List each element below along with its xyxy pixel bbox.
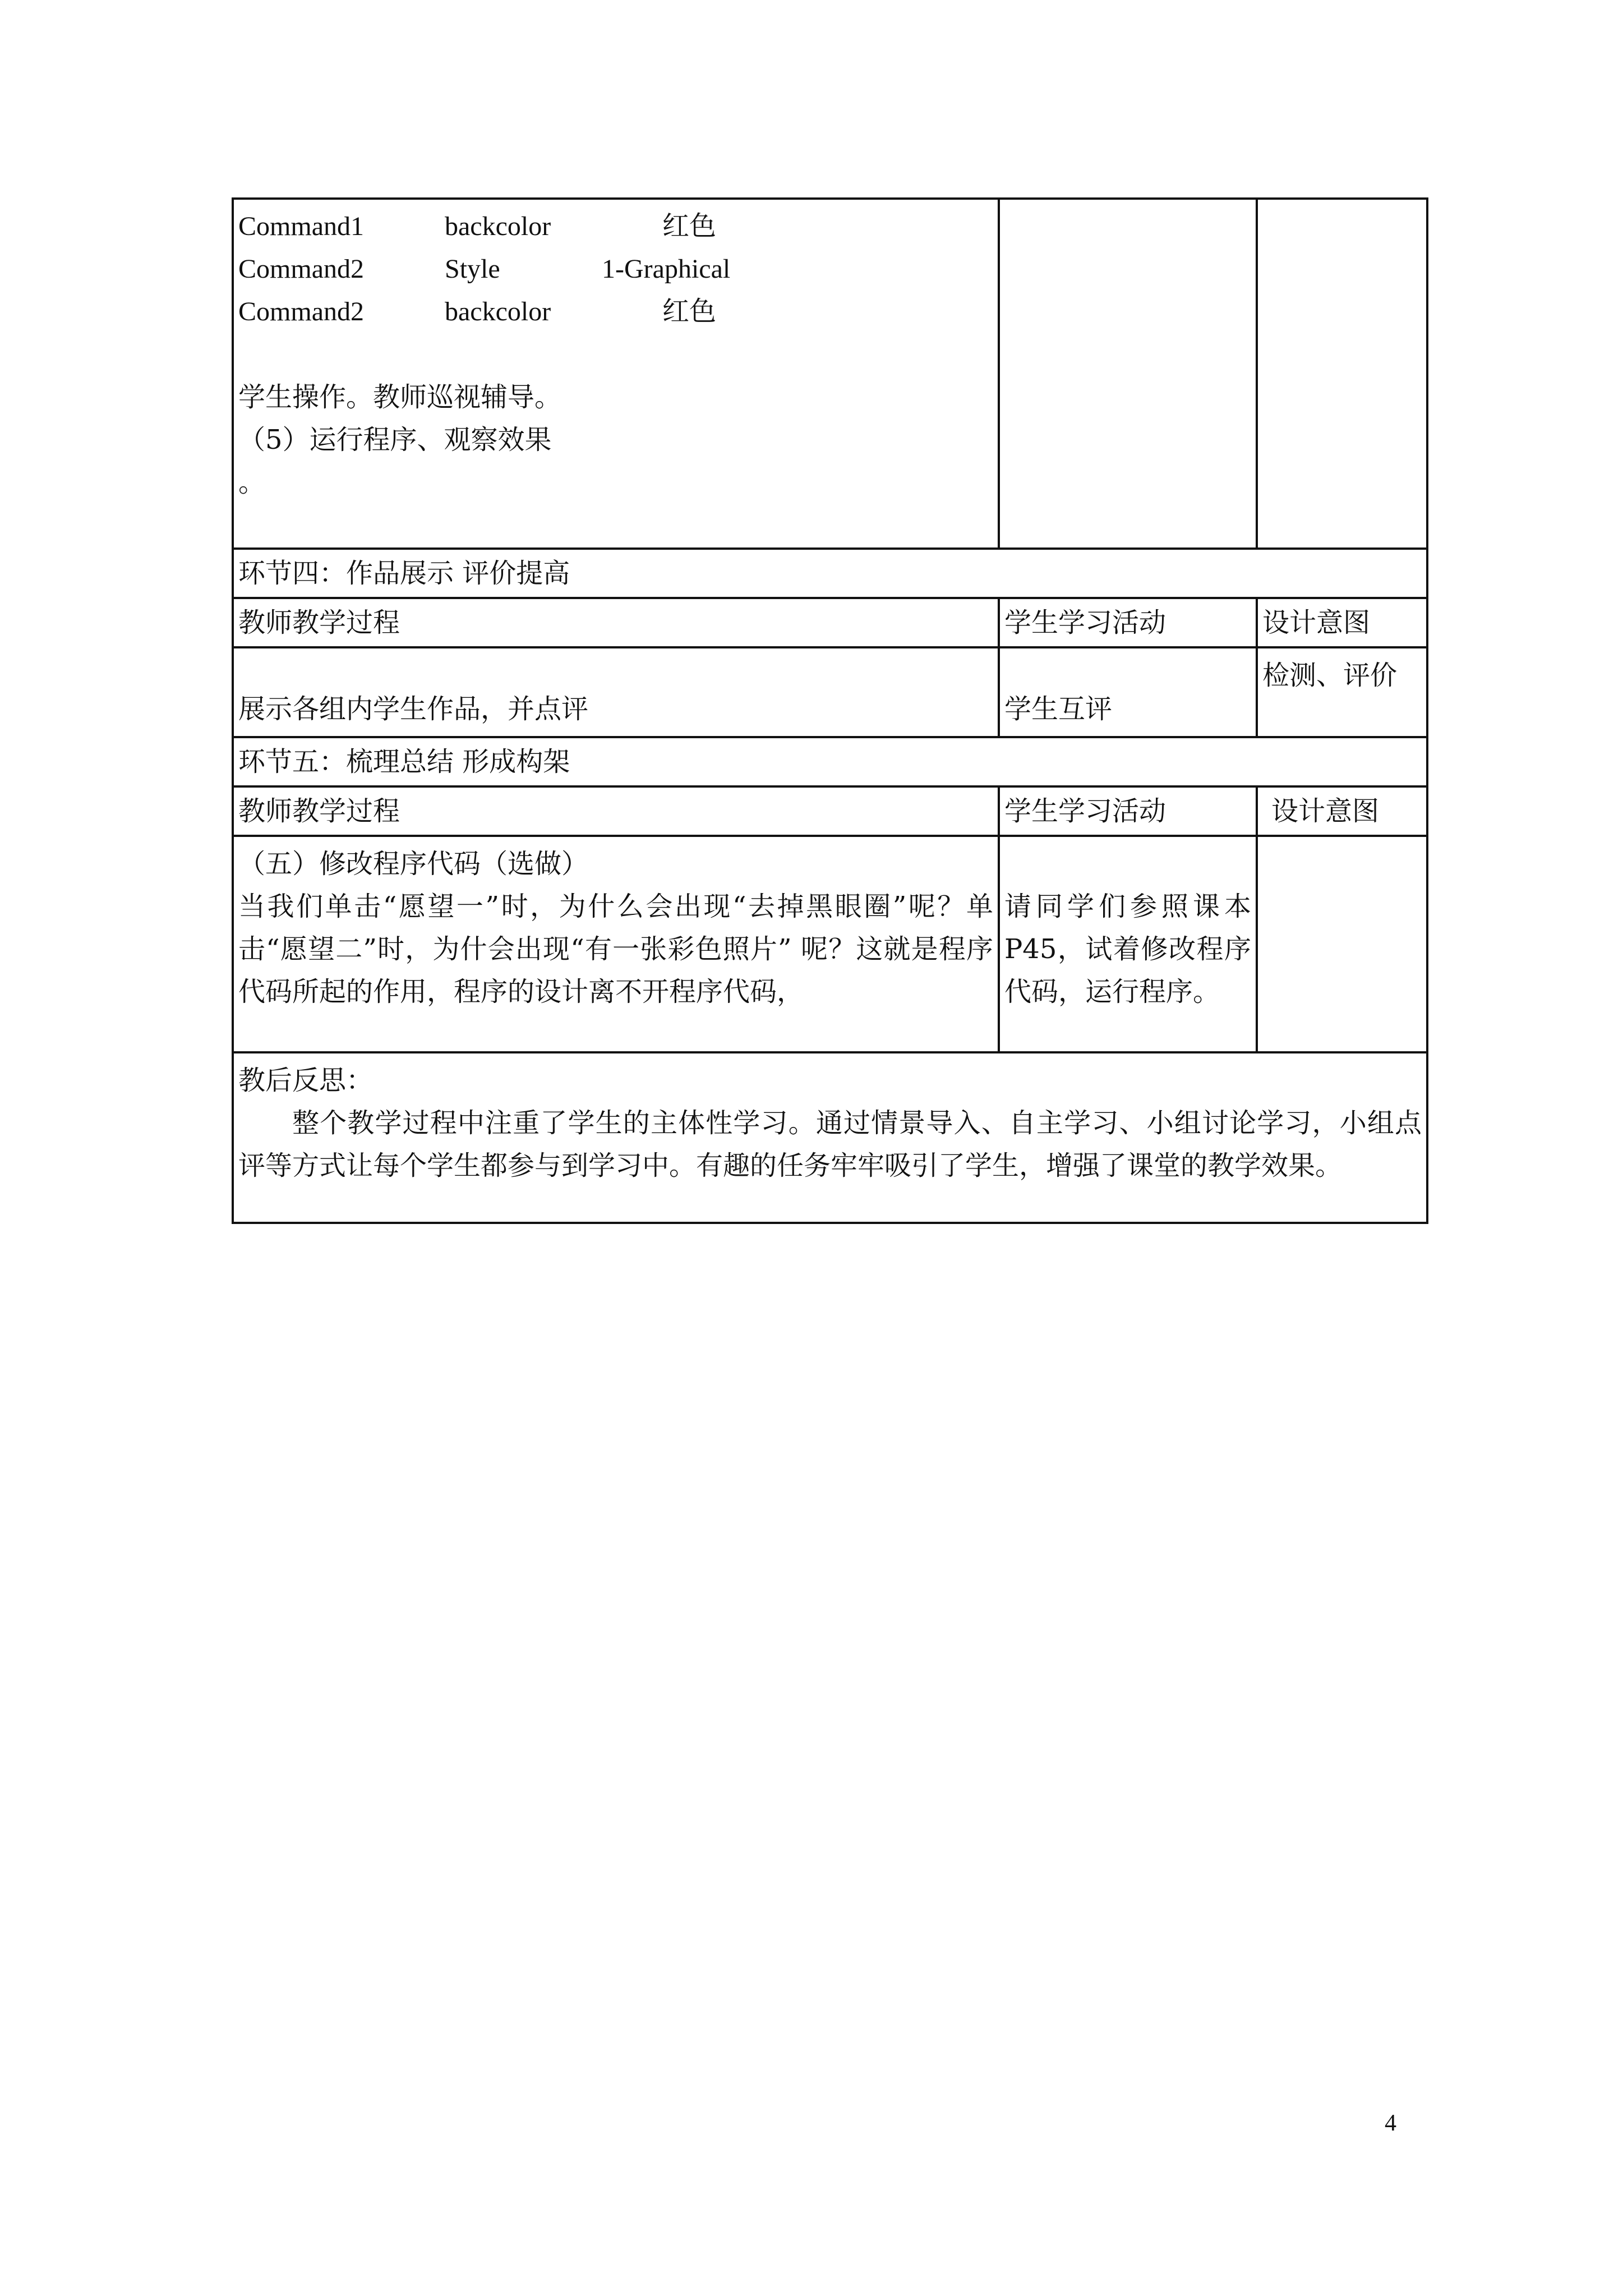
- property-row: [238, 291, 993, 333]
- section4-title: 环节四：作品展示 评价提高: [233, 549, 1427, 598]
- header-teacher: 教师教学过程: [233, 598, 999, 647]
- object-name: Command2: [238, 254, 364, 284]
- header-intent: 设计意图: [1257, 786, 1427, 836]
- property-value: 红色: [662, 211, 717, 241]
- header-teacher: 教师教学过程: [233, 786, 999, 836]
- empty-intent-cell: [1257, 199, 1427, 549]
- property-row: [238, 248, 993, 291]
- section5-subtitle: （五）修改程序代码（选做）: [238, 848, 589, 880]
- header-student: 学生学习活动: [999, 598, 1257, 647]
- section4-teacher-cell: 展示各组内学生作品，并点评: [233, 647, 999, 737]
- property-block-row: [233, 199, 1427, 549]
- section5-content-row: [233, 836, 1427, 1052]
- object-name: Command1: [238, 211, 364, 241]
- section5-student-cell: 请同学们参照课本P45，试着修改程序代码，运行程序。: [999, 836, 1257, 1052]
- property-value: 1-Graphical: [602, 254, 731, 284]
- section4-student-cell: 学生互评: [999, 647, 1257, 737]
- header-intent: 设计意图: [1257, 598, 1427, 647]
- section5-intent-cell: [1257, 836, 1427, 1052]
- instruction-line: 学生操作。教师巡视辅导。: [238, 381, 562, 413]
- section5-title: 环节五：梳理总结 形成构架: [233, 737, 1427, 786]
- empty-student-cell: [999, 199, 1257, 549]
- property-name: Style: [445, 254, 500, 284]
- header-student: 学生学习活动: [999, 786, 1257, 836]
- section5-title-row: [233, 737, 1427, 786]
- section5-header-row: [233, 786, 1427, 836]
- reflection-text: 整个教学过程中注重了学生的主体性学习。通过情景导入、自主学习、小组讨论学习，小组点评等方式让每个学生都参与到学习中。有趣的任务牢牢吸引了学生，增强了课堂的教学效果。: [238, 1107, 1422, 1181]
- property-name: backcolor: [445, 211, 551, 241]
- instruction-line: （5）运行程序、观察效果: [238, 424, 552, 455]
- lesson-plan-table: [232, 197, 1426, 1224]
- section5-teacher-text: 当我们单击“愿望一”时，为什么会出现“去掉黑眼圈”呢？单击“愿望二”时，为什会出现“有一张彩色照片” 呢？这就是程序代码所起的作用，程序的设计离不开程序代码，: [238, 891, 993, 1007]
- reflection-row: [233, 1052, 1427, 1223]
- section5-teacher-cell: [233, 836, 999, 1052]
- section4-intent-cell: 检测、评价: [1257, 647, 1427, 737]
- object-name: Command2: [238, 297, 364, 326]
- property-value: 红色: [662, 297, 717, 326]
- property-name: backcolor: [445, 297, 551, 326]
- property-row: [238, 205, 993, 248]
- section4-header-row: [233, 598, 1427, 647]
- reflection-label: 教后反思：: [238, 1065, 374, 1096]
- reflection-cell: [233, 1052, 1427, 1223]
- instruction-line: 。: [238, 467, 266, 498]
- section4-title-row: [233, 549, 1427, 598]
- page-number: 4: [1385, 2110, 1396, 2136]
- section4-content-row: [233, 647, 1427, 737]
- property-settings-cell: [233, 199, 999, 549]
